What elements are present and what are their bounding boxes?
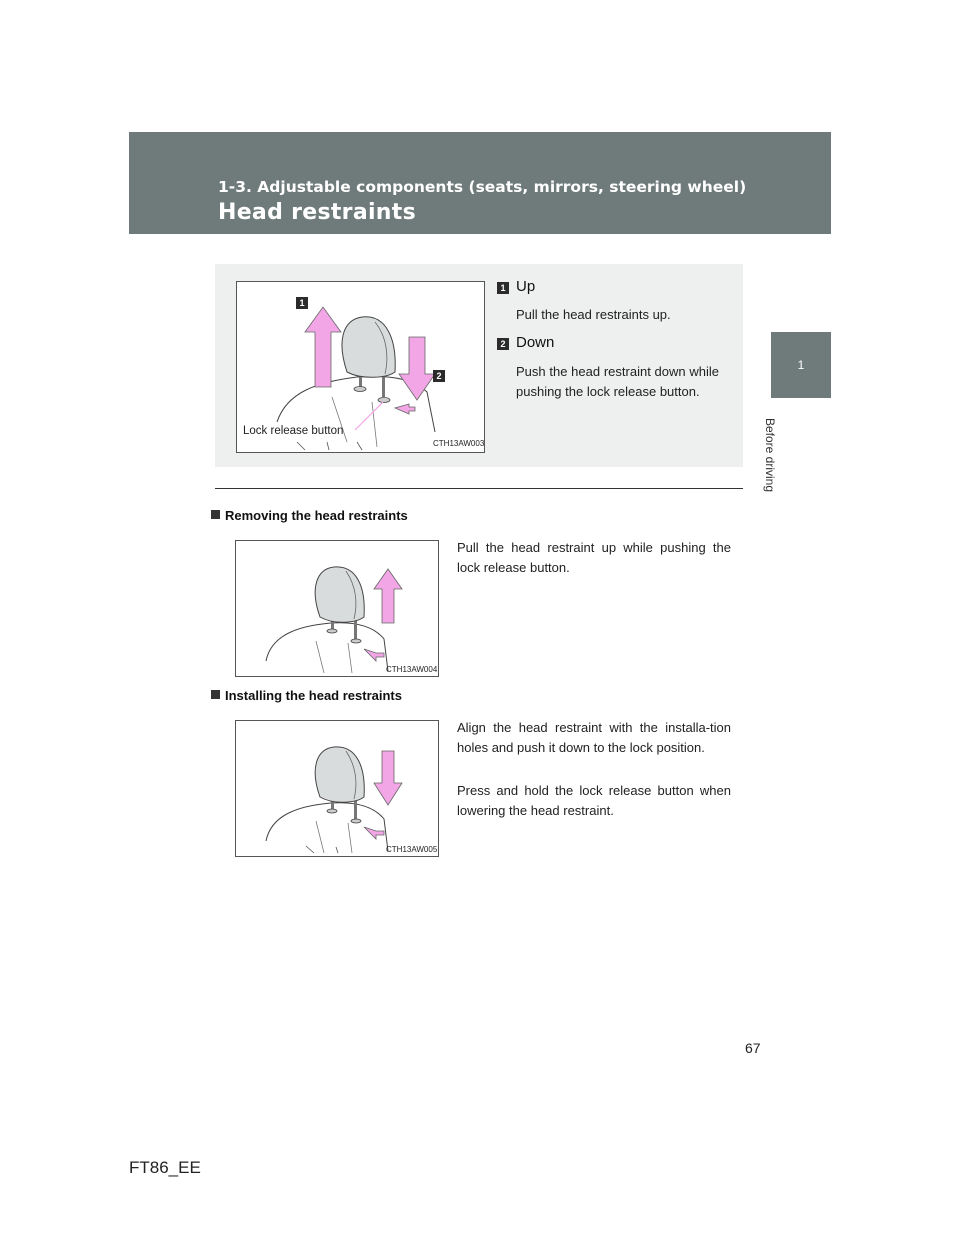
chapter-label xyxy=(760,410,780,500)
step-title-up: Up xyxy=(516,278,536,295)
step-text-down: Push the head restraint down while pushing the lock release button. xyxy=(516,364,719,399)
installing-text-2: Press and hold the lock release button when lowering the head restraint. xyxy=(457,783,731,818)
adjustment-panel xyxy=(215,264,743,467)
installing-figure-code: CTH13AW005 xyxy=(386,845,438,854)
figure-code: CTH13AW003 xyxy=(433,439,485,448)
section-divider xyxy=(215,488,743,489)
page-number: 67 xyxy=(745,1040,761,1056)
chapter-number: 1 xyxy=(797,358,805,372)
bullet-square-icon xyxy=(211,690,220,699)
removing-figure xyxy=(235,540,439,677)
chapter-tab[interactable] xyxy=(771,332,831,398)
headrest-adjust-figure xyxy=(236,281,485,453)
removing-figure-code: CTH13AW004 xyxy=(386,665,438,674)
step-text-up: Pull the head restraints up. xyxy=(516,307,671,322)
removing-illustration xyxy=(236,541,438,676)
chapter-label-text: Before driving xyxy=(763,417,777,493)
figure-badge-2: 2 xyxy=(433,370,445,382)
installing-text-1: Align the head restraint with the installa-tion holes and push it down to the lock position. xyxy=(457,720,731,755)
figure-badge-1: 1 xyxy=(296,297,308,309)
installing-heading-text: Installing the head restraints xyxy=(225,688,402,703)
footer-code: FT86_EE xyxy=(129,1158,201,1177)
removing-heading-text: Removing the head restraints xyxy=(225,508,408,523)
removing-text: Pull the head restraint up while pushing the lock release button. xyxy=(457,540,731,575)
step-title-down: Down xyxy=(516,334,555,351)
removing-heading xyxy=(211,508,408,523)
installing-illustration xyxy=(236,721,438,856)
bullet-square-icon xyxy=(211,510,220,519)
installing-heading xyxy=(211,688,402,703)
step-badge-1: 1 xyxy=(497,282,509,294)
installing-figure xyxy=(235,720,439,857)
lock-release-label: Lock release button xyxy=(243,425,344,437)
page-heading: Head restraints xyxy=(218,200,416,225)
step-badge-2: 2 xyxy=(497,338,509,350)
section-title: 1-3. Adjustable components (seats, mirrors, steering wheel) xyxy=(218,178,747,196)
